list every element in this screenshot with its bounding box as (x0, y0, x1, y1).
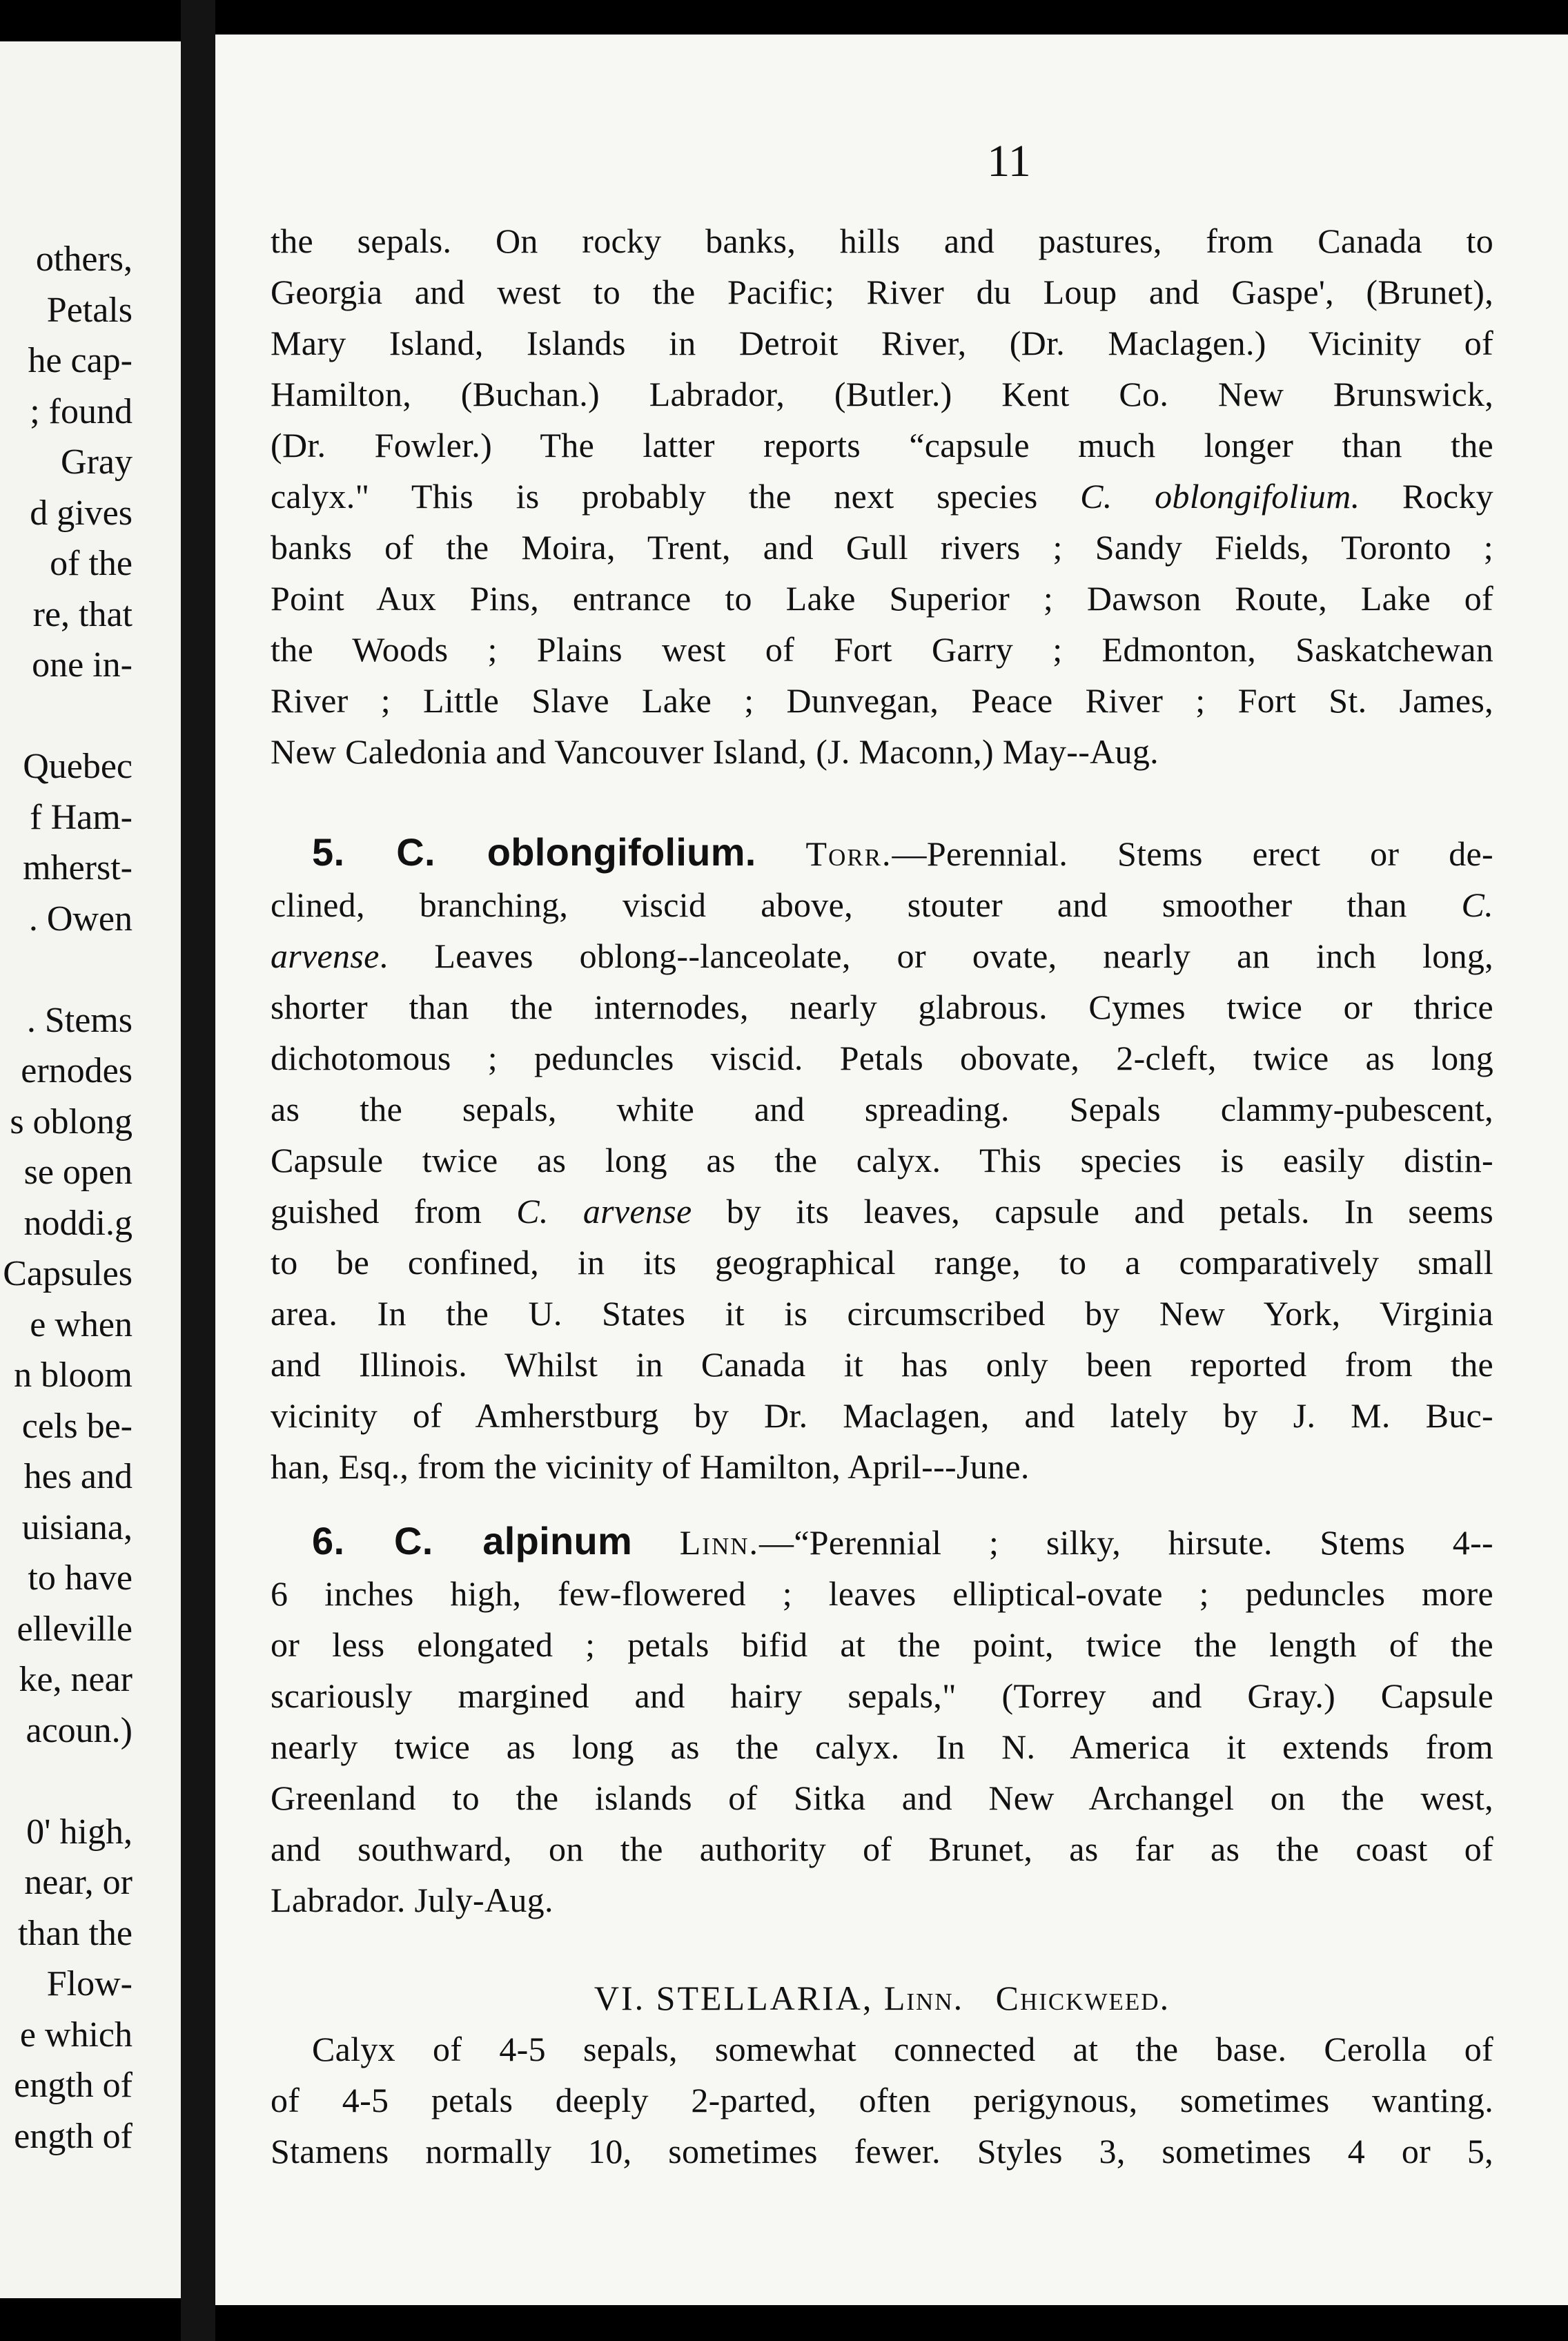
text-line: Greenland to the islands of Sitka and New Archangel on the west, (271, 1779, 1493, 1817)
facing-text-line: 0' high, (26, 1812, 133, 1852)
facing-text-line: d gives (30, 493, 133, 533)
text-line: area. In the U. States it is circumscribed by New York, Virginia (271, 1294, 1493, 1333)
facing-text-line: e when (30, 1304, 133, 1344)
species-6-entry (271, 1516, 1493, 1926)
text-line: vicinity of Amherstburg by Dr. Maclagen, and lately by J. M. Buc- (271, 1396, 1493, 1435)
facing-text-line: elleville (17, 1609, 133, 1649)
facing-text-line: others, (35, 239, 133, 279)
facing-text-line: ength of (14, 2066, 133, 2105)
facing-text-line: s oblong (10, 1101, 133, 1142)
text-line: calyx." This is probably the next species C. oblongifolium. Rocky (271, 477, 1493, 516)
facing-text-line: Petals (46, 290, 133, 330)
facing-text-line: ; found (30, 391, 133, 431)
text-line: Capsule twice as long as the calyx. This species is easily distin- (271, 1141, 1493, 1179)
author: Torr. (805, 834, 892, 873)
species-name: 6. C. alpinum (312, 1519, 633, 1563)
facing-text-line: Gray (61, 442, 133, 482)
main-page (215, 35, 1568, 2305)
genus-section (271, 1972, 1493, 2177)
text-line: guished from C. arvense by its leaves, capsule and petals. In seems (271, 1192, 1493, 1231)
text-line: the sepals. On rocky banks, hills and pastures, from Canada to (271, 222, 1493, 260)
text-line: of 4-5 petals deeply 2-parted, often perigynous, sometimes wanting. (271, 2081, 1493, 2119)
text-line: nearly twice as long as the calyx. In N. America it extends from (271, 1727, 1493, 1766)
facing-text-line: . Owen (28, 899, 133, 939)
facing-text-line: ength of (14, 2116, 133, 2156)
facing-text-line: noddi.g (23, 1203, 133, 1243)
text-line: han, Esq., from the vicinity of Hamilton, April---June. (271, 1447, 1030, 1486)
text-line: or less elongated ; petals bifid at the point, twice the length of the (271, 1625, 1493, 1664)
text-line: Point Aux Pins, entrance to Lake Superior ; Dawson Route, Lake of (271, 579, 1493, 618)
facing-text-line: than the (17, 1913, 133, 1953)
text-line: and southward, on the authority of Brunet, as far as the coast of (271, 1830, 1493, 1868)
facing-text-line: of the (50, 544, 133, 583)
text-line: scariously margined and hairy sepals," (Torrey and Gray.) Capsule (271, 1676, 1493, 1715)
facing-text-line: f Ham- (30, 797, 133, 837)
text-line: shorter than the internodes, nearly glabrous. Cymes twice or thrice (271, 988, 1493, 1026)
facing-page-fragment (0, 41, 181, 2298)
book-gutter (181, 0, 215, 2341)
facing-text-line: ernodes (21, 1051, 133, 1090)
italic-species: C. oblongifolium. (1080, 477, 1360, 516)
genus-heading: VI. STELLARIA, Linn. Chickweed. (594, 1979, 1170, 2017)
facing-text-line: Flow- (46, 1964, 133, 2004)
text-line: to be confined, in its geographical range, to a comparatively small (271, 1243, 1493, 1282)
facing-text-line: mherst- (23, 848, 133, 888)
text-line: Stamens normally 10, sometimes fewer. Styles 3, sometimes 4 or 5, (271, 2132, 1493, 2171)
text-line: River ; Little Slave Lake ; Dunvegan, Peace River ; Fort St. James, (271, 681, 1493, 720)
text-line: 5. C. oblongifolium. Torr.—Perennial. Stems erect or de- (312, 830, 1493, 874)
text-line: Georgia and west to the Pacific; River du Loup and Gaspe', (Brunet), (271, 273, 1493, 311)
facing-text-line: . Stems (26, 1000, 133, 1040)
text-line: Calyx of 4-5 sepals, somewhat connected at the base. Cerolla of (312, 2030, 1493, 2068)
text-line: as the sepals, white and spreading. Sepals clammy-pubescent, (271, 1090, 1493, 1128)
facing-text-line: uisiana, (21, 1507, 133, 1547)
text-line: Mary Island, Islands in Detroit River, (Dr. Maclagen.) Vicinity of (271, 324, 1493, 362)
text-line: and Illinois. Whilst in Canada it has only been reported from the (271, 1345, 1493, 1384)
facing-text-line: se open (23, 1153, 133, 1192)
facing-text-line: n bloom (14, 1355, 133, 1395)
facing-text-line: Quebec (23, 747, 133, 786)
facing-text-line: Capsules (3, 1254, 133, 1293)
facing-text-line: re, that (32, 594, 133, 634)
text-line: Hamilton, (Buchan.) Labrador, (Butler.) Kent Co. New Brunswick, (271, 375, 1493, 413)
facing-text-line: one in- (32, 645, 133, 685)
facing-text-line: he cap- (28, 341, 133, 380)
continuation-paragraph (271, 215, 1493, 777)
facing-text-line: to have (28, 1558, 133, 1598)
facing-text-line: ke, near (19, 1660, 133, 1699)
text-line: the Woods ; Plains west of Fort Garry ; Edmonton, Saskatchewan (271, 630, 1493, 669)
text-line: (Dr. Fowler.) The latter reports “capsule much longer than the (271, 426, 1493, 464)
text-line: dichotomous ; peduncles viscid. Petals obovate, 2-cleft, twice as long (271, 1039, 1493, 1077)
text-line: banks of the Moira, Trent, and Gull rivers ; Sandy Fields, Toronto ; (271, 528, 1493, 567)
species-name: 5. C. oblongifolium. (312, 830, 756, 874)
species-5-entry (271, 827, 1493, 1492)
facing-text-line: acoun.) (26, 1710, 133, 1750)
facing-text-line: e which (19, 2015, 133, 2055)
text-line: clined, branching, viscid above, stouter and smoother than C. (271, 885, 1493, 924)
text-line: New Caledonia and Vancouver Island, (J. Maconn,) May--Aug. (271, 732, 1159, 771)
text-line: arvense. Leaves oblong--lanceolate, or ovate, nearly an inch long, (271, 937, 1493, 975)
text-line: 6. C. alpinum Linn.—“Perennial ; silky, hirsute. Stems 4-- (312, 1519, 1493, 1563)
text-line: 6 inches high, few-flowered ; leaves elliptical-ovate ; peduncles more (271, 1574, 1493, 1613)
author: Linn. (679, 1523, 760, 1562)
page-number: 11 (987, 136, 1031, 186)
facing-text-line: near, or (24, 1863, 133, 1902)
facing-text-line: cels be- (21, 1406, 133, 1446)
facing-text-line: hes and (23, 1457, 133, 1496)
text-line: Labrador. July-Aug. (271, 1881, 553, 1919)
